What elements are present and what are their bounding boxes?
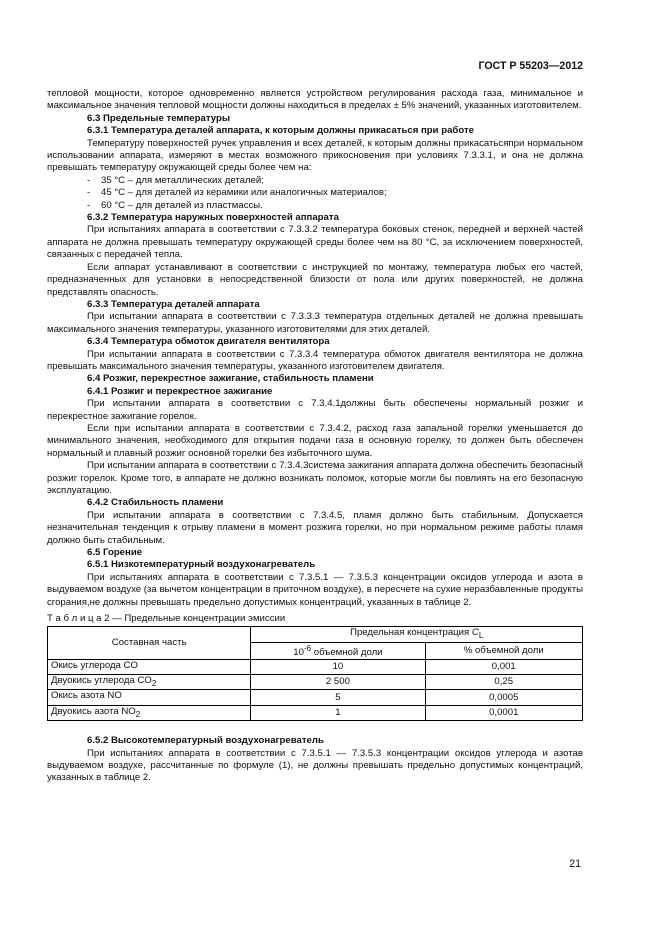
table-row [48,674,583,689]
cell-percent: 0,0005 [425,690,582,705]
list-item-text: 60 °С – для деталей из пластмассы. [101,199,263,211]
page-number: 21 [569,858,581,870]
list-item-text: 35 °С – для металлических деталей; [101,174,264,186]
section-6-3-title: 6.3 Предельные температуры [87,112,231,124]
section-6-5-1-title: 6.5.1 Низкотемпературный воздухонагреватель [87,559,316,571]
document-code-header: ГОСТ Р 55203—2012 [478,60,583,72]
part-subscript: 2 [135,709,141,719]
limit-label: Предельная концентрация [350,627,472,639]
section-6-5-title: 6.5 Горение [87,547,143,559]
cell-part [48,705,251,720]
section-6-4-title: 6.4 Розжиг, перекрестное зажигание, стабильность пламени [87,373,374,385]
column-header-limit [251,627,583,642]
section-6-4-1-title: 6.4.1 Розжиг и перекрестное зажигание [87,385,273,397]
ppm-base: 10 [293,647,304,659]
section-6-4-2-title: 6.4.2 Стабильность пламени [87,497,224,509]
spacer [47,721,583,735]
list-item [47,187,583,199]
paragraph-continuation: тепловой мощности, которое одновременно является устройством регулирования расхода газа, минимальное и максимальное значения тепловой мощности должны находиться в пределах ± 5% значений, указанных изготовителем. [47,88,583,112]
dash-marker: - [87,199,91,211]
section-6-5-2-title: 6.5.2 Высокотемпературный воздухонагреватель [87,735,324,747]
cell-ppm: 10 [251,659,425,674]
cell-ppm: 1 [251,705,425,720]
section-6-3-2-text-2: Если аппарат устанавливают в соответствии с инструкцией по монтажу, температура любых его частей, предназначенных для установки в непосредственной близости от пола или других поверхностей, не должна представлять опасность. [47,261,583,298]
table-row [48,705,583,720]
part-name: Двуокись азота NO [51,705,136,717]
ppm-label: объемной доли [311,647,383,659]
list-item-text: 45 °С – для деталей из керамики или аналогичных материалов; [101,187,387,199]
dash-marker: - [87,187,91,199]
table-row [48,659,583,674]
cell-part [48,690,251,705]
section-6-5-1-text: При испытаниях аппарата в соответствии с 7.3.5.1 — 7.3.5.3 концентрации оксидов углерода и азота в выдуваемом воздухе (за вычетом концентрации в приточном воздухе), в пересчете на сухие неразбавленные продукты сгорания,не должны превышать предельно допустимых концентраций, указанных в таблице 2. [47,571,583,608]
list-item [47,200,583,212]
part-name: Двуокись углерода CO [51,674,152,686]
part-subscript: 2 [151,678,157,688]
column-header-part: Составная часть [48,627,251,659]
section-6-3-4-text: При испытании аппарата в соответствии с 7.3.3.4 температура обмоток двигателя вентилятора не должна превышать максимального значения температуры, указанного изготовителем двигателя. [47,348,583,372]
section-6-4-1-text-2: Если при испытании аппарата в соответствии с 7.3.4.2, расход газа запальной горелки уменьшается до минимального значения, необходимого для открытия подачи газа в основную горелку, то должен быть обеспечен нормальный и плавный розжиг основной горелки без избыточного шума. [47,422,583,459]
ppm-exponent: -6 [303,643,312,653]
section-6-3-3-text: При испытании аппарата в соответствии с 7.3.3.3 температура отдельных деталей не должна превышать максимального значения температуры, указанного изготовителями для этих деталей. [47,311,583,335]
table-row [48,690,583,705]
section-6-3-2-text-1: При испытаниях аппарата в соответствии с 7.3.3.2 температура боковых стенок, передней и верхней частей аппарата не должна превышать температуру окружающей среды более чем на 80 °С, за исключением поверхностей, связанных с передачей тепла. [47,224,583,261]
section-6-3-1-text: Температуру поверхностей ручек управления и всех деталей, к которым должны прикасатьсяпри нормальном использовании аппарата, измеряют в местах возможного прикосновения при условиях 7.3.3.1, и она не должна превышать температуру окружающей среды более чем на: [47,137,583,174]
part-name: Окись углерода CO [51,659,138,671]
section-6-3-3-title: 6.3.3 Температура деталей аппарата [87,298,260,310]
section-6-4-1-text-3: При испытании аппарата в соответствии с 7.3.4.3система зажигания аппарата должна обеспечить безопасный розжиг горелок. Кроме того, в аппарате не должно возникать поломок, которые могли бы повлиять на его безопасную эксплуатацию. [47,460,583,496]
cell-ppm: 5 [251,690,425,705]
cell-ppm: 2 500 [251,674,425,689]
list-item [47,175,583,187]
limit-subscript: L [478,631,484,641]
column-header-percent: % объемной доли [425,642,582,659]
dash-marker: - [87,174,91,186]
section-6-3-2-title: 6.3.2 Температура наружных поверхностей аппарата [87,212,339,224]
table-caption: Т а б л и ц а 2 — Предельные концентрации эмиссии [47,613,286,625]
page-content [47,88,583,785]
limit-symbol: C [471,627,479,639]
section-6-3-4-title: 6.3.4 Температура обмоток двигателя вентилятора [87,336,330,348]
section-6-4-2-text: При испытании аппарата в соответствии с 7.3.4.5, пламя должно быть стабильным. Допускается незначительная тенденция к отрыву пламени в момент розжига горелки, но при нормальном режиме работы пламя должно быть стабильным. [47,509,583,546]
section-6-3-1-title: 6.3.1 Температура деталей аппарата, к которым должны прикасаться при работе [87,125,474,137]
emission-limits-table [47,626,583,721]
cell-part [48,674,251,689]
cell-percent: 0,25 [425,674,582,689]
section-6-5-2-text: При испытаниях аппарата в соответствии с 7.3.5.1 — 7.3.5.3 концентрации оксидов углерода и азотав выдуваемом воздухе, рассчитанные по формуле (1), не должны превышать предельно допустимых концентраций, указанных в таблице 2. [47,747,583,784]
section-6-4-1-text-1: При испытании аппарата в соответствии с 7.3.4.1должны быть обеспечены нормальный розжиг и перекрестное зажигание горелок. [47,398,583,422]
cell-percent: 0,001 [425,659,582,674]
cell-part [48,659,251,674]
column-header-ppm [251,642,425,659]
part-name: Окись азота NO [51,690,122,702]
cell-percent: 0,0001 [425,705,582,720]
table-header-row [48,627,583,642]
